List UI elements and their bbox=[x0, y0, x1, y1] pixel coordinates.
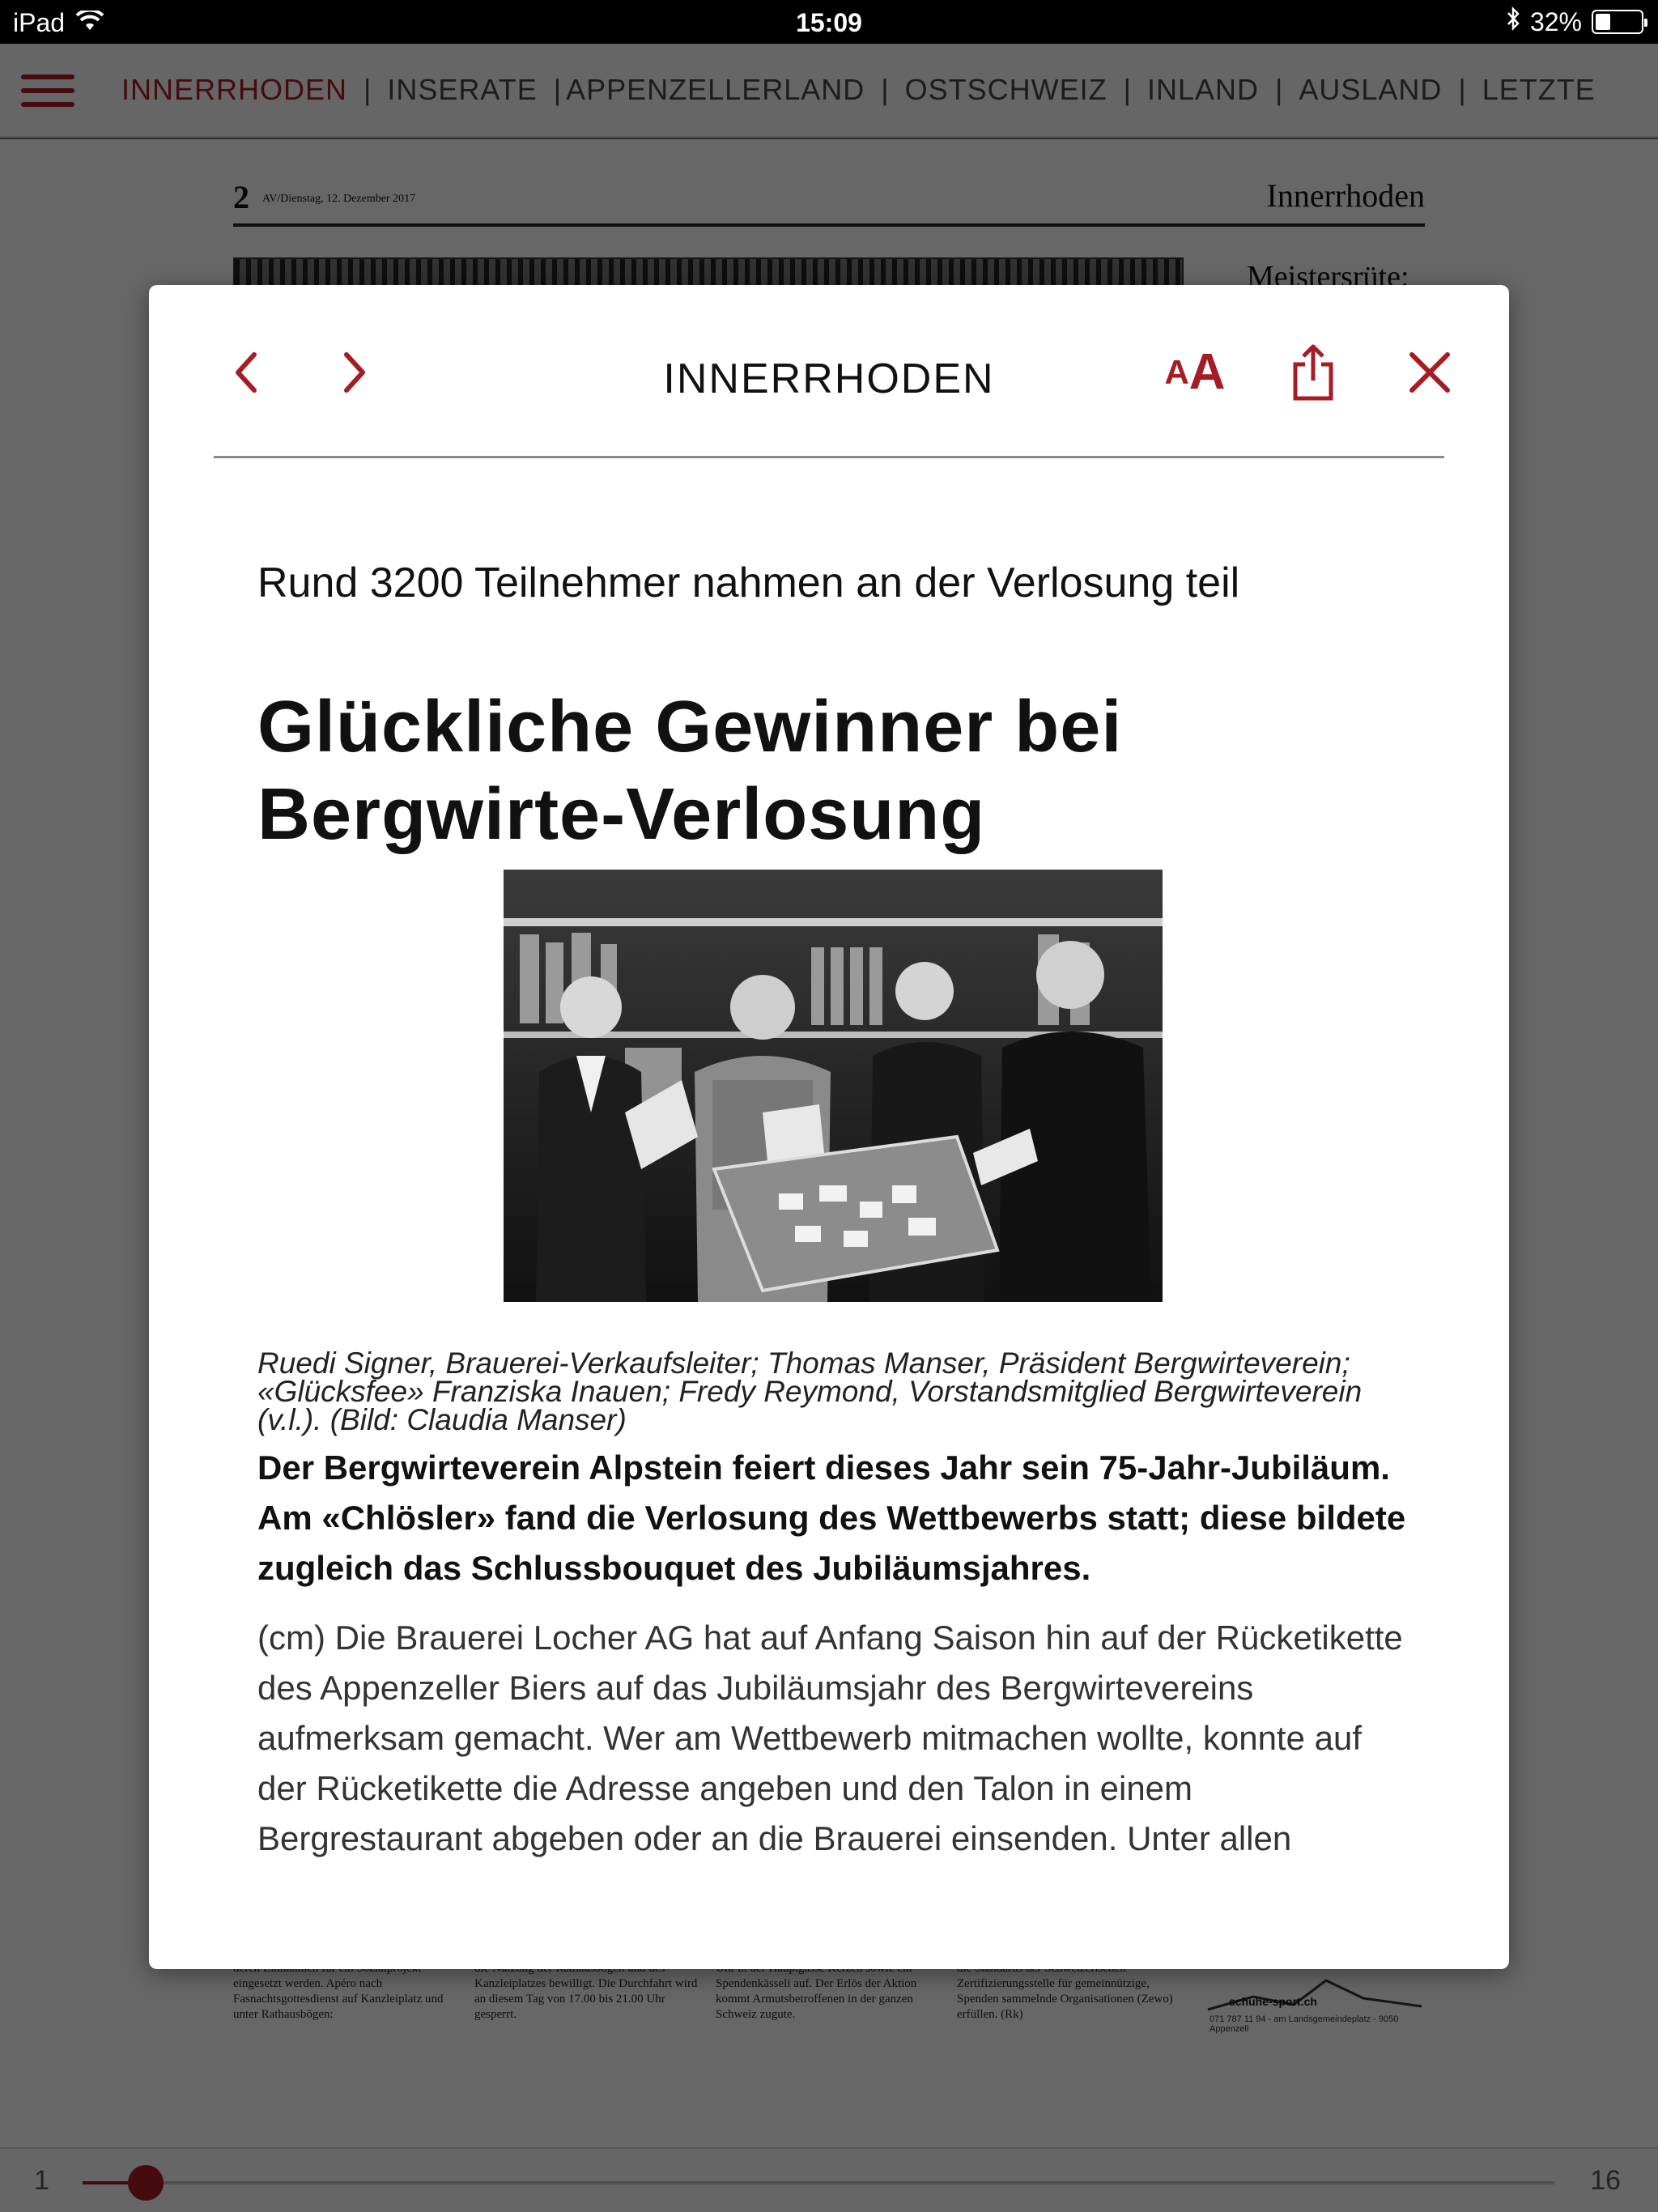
modal-header bbox=[214, 285, 1444, 458]
battery-icon bbox=[1592, 10, 1643, 34]
clock: 15:09 bbox=[796, 8, 862, 37]
photo-caption: Ruedi Signer, Brauerei-Verkaufsleiter; Thomas Manser, Präsident Bergwirteverein; «Glücksfee» Franziska Inauen; Fredy Reymond, Vorstandsmitglied Bergwirteverein (v.l.). (Bild: Claudia Manser) bbox=[257, 1346, 1363, 1436]
text-size-button[interactable] bbox=[1163, 340, 1227, 405]
battery-fill bbox=[1596, 14, 1610, 30]
article-body[interactable] bbox=[257, 458, 1407, 1969]
device-name: iPad bbox=[13, 8, 66, 37]
article-kicker: Rund 3200 Teilnehmer nahmen an der Verlosung teil bbox=[257, 559, 1240, 606]
share-button[interactable] bbox=[1281, 340, 1346, 405]
article-modal bbox=[149, 285, 1509, 1969]
text-size-big-icon: A bbox=[1188, 344, 1226, 400]
close-button[interactable] bbox=[1397, 340, 1462, 405]
status-bar bbox=[0, 0, 1658, 44]
close-icon bbox=[1407, 350, 1452, 395]
status-right bbox=[1506, 6, 1643, 37]
share-icon bbox=[1290, 343, 1336, 402]
battery-percent: 32% bbox=[1529, 6, 1582, 36]
group-photo-image bbox=[504, 870, 1163, 1302]
article-headline: Glückliche Gewinner bei Bergwirte-Verlosung bbox=[257, 687, 1123, 855]
article-text: (cm) Die Brauerei Locher AG hat auf Anfang Saison hin auf der Rücketikette des Appenzeller Biers auf das Jubiläumsjahr des Bergwirtevereins aufmerksam gemacht. Wer am Wettbewerb mitmachen wollte, konnte auf der Rücketikette die Adresse angeben und den Talon in einem Bergrestaurant abgeben oder an die Brauerei einsenden. Unter allen bbox=[257, 1619, 1403, 1857]
modal-section-title: INNERRHODEN bbox=[663, 355, 995, 402]
article-lead: Der Bergwirteverein Alpstein feiert dieses Jahr sein 75-Jahr-Jubiläum. Am «Chlösler» fand die Verlosung des Wettbewerbs statt; diese bildete zugleich das Schlussbouquet des Jubiläumsjahres. bbox=[257, 1448, 1406, 1587]
text-size-small-icon: A bbox=[1164, 353, 1189, 391]
article-photo[interactable] bbox=[504, 870, 1163, 1302]
bluetooth-icon bbox=[1506, 6, 1520, 37]
